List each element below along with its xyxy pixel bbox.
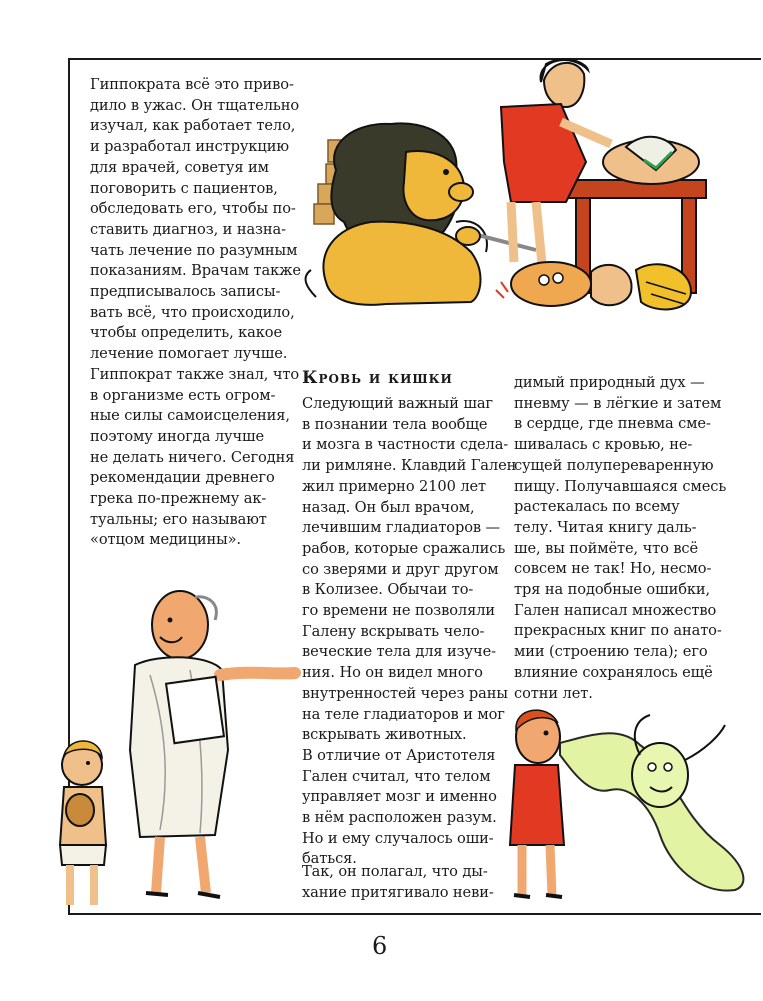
- text-line: лечение помогает лучше.: [90, 345, 288, 363]
- text-line: вать всё, что происходило,: [90, 303, 295, 321]
- text-line: сотни лет.: [514, 684, 593, 702]
- text-line: Галену вскрывать чело-: [302, 622, 485, 640]
- text-line: внутренностей через раны: [302, 684, 508, 702]
- text-line: грека по-прежнему ак-: [90, 490, 267, 508]
- text-line: и разработал инструкцию: [90, 138, 289, 156]
- text-line: телу. Читая книгу даль-: [514, 518, 697, 536]
- text-line: Гален считал, что телом: [302, 767, 491, 785]
- page-number: 6: [372, 932, 388, 960]
- text-line: со зверями и друг другом: [302, 560, 499, 578]
- text-line: Но и ему случалось оши-: [302, 829, 494, 847]
- text-line: Следующий важный шаг: [302, 395, 493, 412]
- text-line: не делать ничего. Сегодня: [90, 448, 295, 466]
- text-line: в Колизее. Обычаи то-: [302, 581, 474, 599]
- text-line: обследовать его, чтобы по-: [90, 200, 296, 218]
- text-line: прекрасных книг по анато-: [514, 622, 722, 640]
- text-line: рабов, которые сражались: [302, 539, 506, 557]
- text-line: вскрывать животных.: [302, 726, 467, 744]
- illustration-teacher-child: [50, 575, 300, 915]
- text-column-middle: [302, 394, 516, 870]
- text-line: Гиппократ также знал, что: [90, 365, 300, 383]
- text-line: совсем не так! Но, несмо-: [514, 560, 712, 578]
- text-line: назад. Он был врачом,: [302, 498, 475, 516]
- text-line: ше, вы поймёте, что всё: [514, 539, 699, 557]
- text-line: для врачей, советуя им: [90, 158, 269, 176]
- text-line: димый природный дух —: [514, 374, 705, 391]
- text-line: го времени не позволяли: [302, 602, 495, 620]
- text-line: чать лечение по разумным: [90, 241, 298, 259]
- text-line: ния. Но он видел много: [302, 664, 483, 682]
- text-line: мии (строению тела); его: [514, 643, 708, 661]
- text-line: тря на подобные ошибки,: [514, 581, 711, 599]
- text-line: баться.: [302, 850, 357, 868]
- text-line: туальны; его называют: [90, 510, 267, 528]
- text-line: влияние сохранялось ещё: [514, 663, 713, 681]
- text-line: хание притягивало неви-: [302, 883, 494, 901]
- illustration-pneuma-spirit: [500, 695, 760, 905]
- text-line: сущей полупереваренную: [514, 456, 714, 474]
- text-line: Гиппократа всё это приво-: [90, 76, 294, 93]
- text-line: ли римляне. Клавдий Гален: [302, 457, 517, 475]
- text-line: в познании тела вообще: [302, 415, 488, 433]
- text-line: ные силы самоисцеления,: [90, 407, 290, 425]
- text-line: и мозга в частности сдела-: [302, 436, 509, 454]
- text-line: лечившим гладиаторов —: [302, 519, 501, 537]
- section-heading: Кровь и кишки: [302, 368, 453, 388]
- text-line: на теле гладиаторов и мог: [302, 705, 505, 723]
- text-line: поговорить с пациентов,: [90, 179, 278, 197]
- text-line: показаниям. Врачам также: [90, 262, 301, 280]
- text-line: жил примерно 2100 лет: [302, 477, 486, 495]
- text-line: пищу. Получавшаяся смесь: [514, 477, 727, 495]
- text-line: пневму — в лёгкие и затем: [514, 394, 722, 412]
- text-line: поэтому иногда лучше: [90, 427, 265, 445]
- text-line: шивалась с кровью, не-: [514, 436, 693, 454]
- text-line: в организме есть огром-: [90, 386, 276, 404]
- text-column-right: [514, 373, 726, 704]
- text-line: чтобы определить, какое: [90, 324, 283, 342]
- text-line: предписывалось записы-: [90, 283, 281, 301]
- text-line: Так, он полагал, что ды-: [302, 863, 488, 880]
- text-line: управляет мозг и именно: [302, 788, 497, 806]
- text-column-middle-bottom: [302, 862, 494, 903]
- text-line: ставить диагноз, и назна-: [90, 220, 286, 238]
- illustration-lion-surgery: [296, 52, 716, 327]
- text-line: в сердце, где пневма сме-: [514, 415, 711, 433]
- text-line: «отцом медицины».: [90, 531, 241, 549]
- text-line: изучал, как работает тело,: [90, 117, 296, 135]
- text-column-left: [90, 75, 301, 551]
- text-line: дило в ужас. Он тщательно: [90, 96, 300, 114]
- text-line: рекомендации древнего: [90, 469, 275, 487]
- text-line: В отличие от Аристотеля: [302, 746, 496, 764]
- text-line: веческие тела для изуче-: [302, 643, 496, 661]
- text-line: в нём расположен разум.: [302, 809, 497, 827]
- text-line: растекалась по всему: [514, 498, 680, 516]
- text-line: Гален написал множество: [514, 601, 717, 619]
